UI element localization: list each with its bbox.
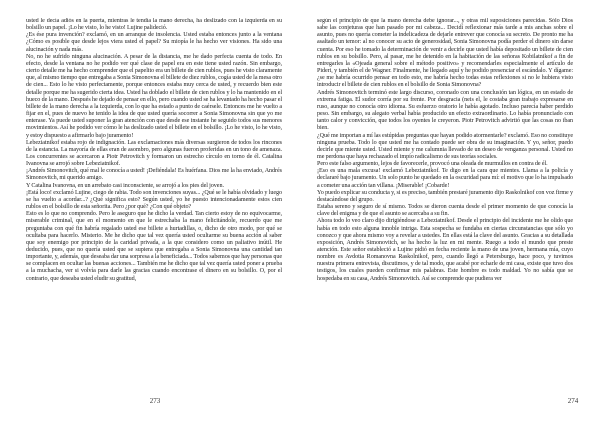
- right-page: [317, 18, 573, 388]
- right-paragraph: Pero este falso argumento, lejos de favorecerle, provocó una oleada de murmullos en contra de él.: [317, 161, 548, 168]
- left-paragraph: No, no he sufrido ninguna alucinación. A pesar de la distancia, me he dado perfecta cuenta de todo. En efecto, desde la ventana no he podido ver qué clase de papel era en este tiene usted razón. Sin embargo, cierto detalle me ha hecho comprender que el papelito era un billete de cien rublos, pues he visto claramente que, al mismo tiempo que entregaba a Sonia Simonovna el billete de diez rublos, cogía usted de la mesa otro de cien... Esto lo he visto perfectamente, porque entonces estaba muy cerca de usted, y recuerdo bien este detalle porque me ha sugerido cierta idea. Usted ha doblado el billete de cien rublos y lo ha mantenido en el hueco de la mano. Después he dejado de pensar en ello, pero cuando usted se ha levantado ha hecho pasar el billete de la mano derecha a la izquierda, con lo que ha estado a punto de caérsele. Entonces me he vuelto a fijar en el, pues de nuevo he tenido la idea de que usted quería socorrer a Sonia Simonovna sin que yo me enterase. Ya puede usted suponer la gran atención con que desde ese instante he seguido todos sus menores movimientos. Así he podido ver cómo le ha deslizado usted el billete en el bolsillo. ¡Lo he visto, lo he visto, y estoy dispuesto a afirmarlo bajo juramento!: [26, 53, 282, 139]
- left-paragraph: Esto es lo que no comprendo. Pero le aseguro que he dicho la verdad. Tan cierto estoy de no equivocarme, miserable criminal, que en el momento en que le estrechaba la mano felicitándole, recuerdo que me preguntaba con qué fin habría regalado usted ese billete a hurtadillas, o, dicho de otro modo, por qué se ocultaba para hacerlo. Misterio. Me he dicho que tal vez quería usted ocultarme su buena acción al saber que soy enemigo por principio de la caridad privada, a la que considero como un paliativo inútil. He deducido, pues, que no quería usted que se supiera que entregaba a Sonia Simonovna una cantidad tan importante, y, además, que deseaba dar una sorpresa a la beneficiada... Todos sabemos que hay personas que se complacen en ocultar las buenas acciones... También me he dicho que tal vez quería usted poner a prueba a la muchacha, ver si volvía para darle las gracias cuando encontrase el dinero en su bolsillo. O, por el contrario, que deseaba usted eludir su gratitud,: [26, 211, 282, 282]
- right-paragraph: Ahora todo lo veo claro dijo dirigiéndose a Lebeziatnikof. Desde el principio del incidente me he olido que había en todo esto alguna innoble intriga. Esta sospecha se fundaba en ciertas circunstancias que sólo yo conozco y que ahora mismo voy a revelar a ustedes. En ellas está la clave del asunto. Gracias a su detallada exposición, Andrés Simonovitch, se ha hecho la luz en mi mente. Ruego a todo el mundo que preste atención. Este señor estableció a Lujine pidió en fecha reciente la mano de una joven, hermana mía, cuyo nombre es Avdotia Romanovna Raskolnikof, pero, cuando llegó a Petersburgo, hace poco, y tuvimos nuestra primera entrevista, discutimos, y de tal modo, que acabé por echarle de mi casa, existe que tuvo dos testigos, los cuales pueden confirmar mis palabras. Este hombre es todo maldad. Yo no sabía que se hospedaba en su casa, Andrés Simonovitch. Así se comprende que pudiera ver: [317, 218, 573, 282]
- left-page: [26, 18, 282, 388]
- right-paragraph: Estaba sereno y seguro de sí mismo. Todos se dieron cuenta desde el primer momento de que conocía la clave del enigma y de que el asunto se acercaba a su fin.: [317, 204, 573, 218]
- left-paragraph: ¡Andrés Simonovitch, qué mal le conocía a usted! ¡Defiéndala! Es huérfana. Dios me la ha enviado, Andrés Simonovitch, mi querido amigo.: [26, 168, 282, 182]
- left-paragraph: ¡Está loco! exclamó Lujine, ciego de rabia. Todo son invenciones suyas... ¿Qué se le había olvidado y luego se ha vuelto a acordar...? ¿Qué significa esto? Según usted, yo he puesto intencionadamente estos cien rublos en el bolsillo de esta señorita. Pero ¿por qué? ¿Con qué objeto?: [26, 189, 282, 211]
- left-paragraph: Lebeziatnikof estaba rojo de indignación. Las exclamaciones más diversas surgieron de todos los rincones de la estancia. La mayoría de ellas eran de asombro, pero algunas fueron proferidas en un tono de amenaza. Los concurrentes se acercaron a Piotr Petrovitch y formaron un estrecho círculo en torno de él. Catalina Ivanovna se arrojó sobre Lebeziatnikof.: [26, 139, 282, 168]
- right-paragraph: Yo puedo explicar su conducta y, si es preciso, también prestaré juramento dijo Raskolnikof con voz firme y destacándose del grupo.: [317, 189, 573, 203]
- left-page-number: 273: [149, 397, 161, 405]
- right-paragraph: Andrés Simonovitch terminó este largo discurso, coronado con una conclusión tan lógica, en un estado de extrema fatiga. El sudor corría por su frente. Por desgracia (neis el, le costaba gran trabajo expresarse en ruso, aunque no conocía otro idioma. Su esfuerzo oratorio le había agotado. Incluso parecía haber perdido peso. Sin embargo, su alegato verbal había producido un efecto extraordinario. Lo había pronunciado con tanto calor y convicción, que todos los oyentes le creyeron. Piotr Petrovitch advirtió que las cosas no iban bien.: [317, 89, 573, 132]
- right-paragraph: según el principio de que la mano derecha debe ignorar..., y otras mil suposiciones parecidas. Sólo Dios sabe las conjeturas que han pasado por mi cabeza... Decidí reflexionar más tarde a mis anchas sobre el asunto, pues no quería cometer la indelicadeza de dejarle entrever que conocía su secreto. De pronto me ha asaltado un temor: al no conocer su acto de generosidad, Sonia Simonovna podía perder el dinero sin darse cuenta. Por eso he tomado la determinación de venir a decirle que usted había depositado un billete de cien rublos en su bolsillo. Pero, al pasar, me he detenido en la habitación de las señoras Kobilatnikof a fin de entregarles la «Ojeada general sobre el método positivo» y recomendarles especialmente el artículo de Pideri, y también el de Wagner. Finalmente, he llegado aquí y he podido presenciar el escándalo. Y dígame: ¿se me habría ocurrido pensar en todo esto, me habría hecho todas estas reflexiones si no le hubiera visto introducir el billete de cien rublos en el bolsillo de Sonia Simonovna?: [317, 18, 573, 89]
- left-paragraph: usted le decía adiós en la puerta, mientras le tendía la mano derecha, ha deslizado con la izquierda en su bolsillo un papel. ¡Lo he visto, lo he visto! Lujine palideció.: [26, 18, 282, 32]
- right-paragraph: ¿Qué me importan a mí las estúpidas preguntas que hayan podido atormentarle? exclamó. Eso no constituye ninguna prueba. Todo lo que usted me ha contado puede ser obra de su imaginación. Y yo, señor, puedo decirle que miente usted. Usted miente y me calumnia llevado de un deseo de venganza personal. Usted no me perdona que haya rechazado el impío radicalismo de sus teorías sociales.: [317, 132, 573, 160]
- left-paragraph: Y Catalina Ivanovna, en un arrebato casi inconsciente, se arrojó a los pies del joven.: [26, 182, 224, 189]
- left-paragraph: ¿Es ése pura invención? exclamó, en un arranque de insolencia. Usted estaba entonces junto a la ventana ¿Cómo es posible que desde lejos viera usted el papel? Su miopía le ha hecho ver visiones. Ha sido una alucinación y nada más.: [26, 32, 282, 53]
- right-paragraph: ¡Eso es una mala excusa! exclamó Lebeziatnikof. Te digo en la cara que mientes. Llama a la policía y declararé bajo juramento. Un solo punto he quedado en la oscuridad para mí: el motivo que lo ha impulsado a cometer una acción tan villana. ¡Miserable! ¡Cobarde!: [317, 168, 573, 189]
- right-page-number: 274: [567, 397, 579, 405]
